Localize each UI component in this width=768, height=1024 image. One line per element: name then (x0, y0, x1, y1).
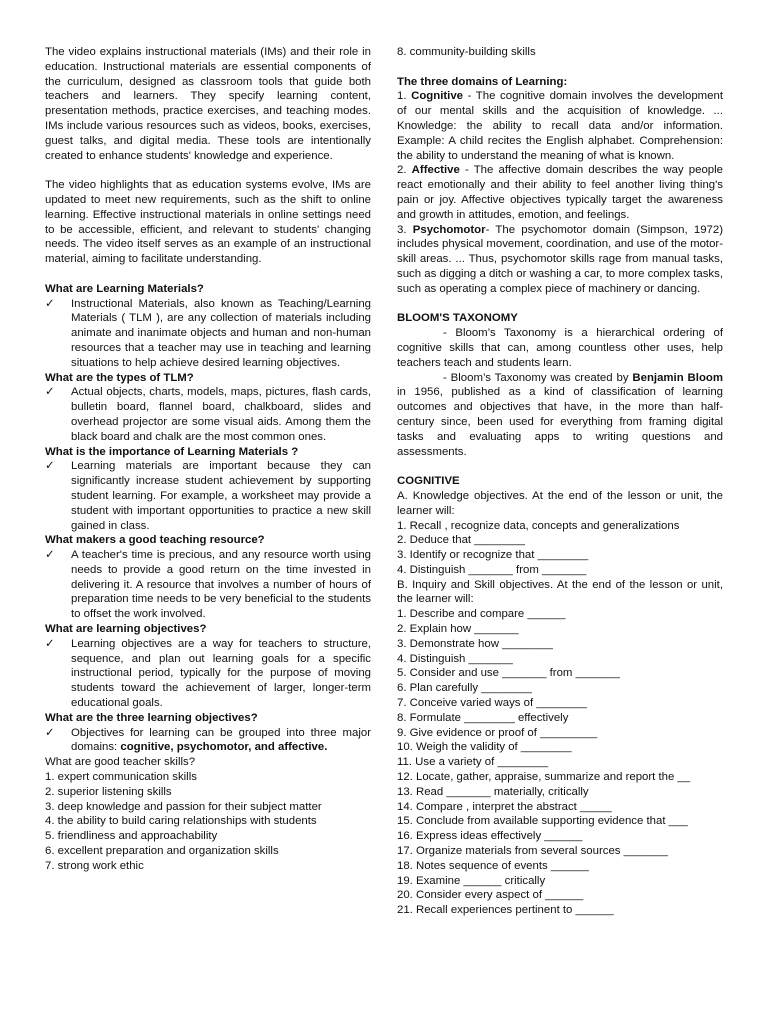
list-item: 7. strong work ethic (45, 859, 144, 872)
list-item: 2. Deduce that ________ (397, 534, 525, 547)
answer-text: Actual objects, charts, models, maps, pictures, flash cards, bulletin board, flannel board, chalkboard, slides and overhead projector are some visual aids. Among them the black board and chalk are the most common ones. (71, 386, 371, 443)
answer-text: Instructional Materials, also known as Teaching/Learning Materials ( TLM ), are any collection of materials including animate and inanimate objects and human and non-human resources that a teacher may use in teaching and learning situations to help achieve desired learning objectives. (71, 297, 371, 369)
answer-text: A teacher's time is precious, and any resource worth using needs to provide a good return on the time invested in delivering it. A resource that involves a number of hours of preparation time needs to be very beneficial to the students to offset the work involved. (71, 549, 371, 621)
domain-name: Psychomotor (412, 223, 486, 236)
list-item: 12. Locate, gather, appraise, summarize and report the __ (397, 771, 691, 784)
list-item: 21. Recall experiences pertinent to ______ (397, 904, 614, 917)
domain-paragraph (397, 223, 723, 297)
check-icon: ✓ (45, 297, 55, 310)
domain-paragraph (397, 163, 723, 222)
domain-number: 1. (397, 90, 412, 103)
check-icon: ✓ (45, 726, 55, 739)
domain-text: - The cognitive domain involves the development of our mental skills and the acquisition of knowledge. ... Knowledge: the ability to recall data and/or information. Example: A child recites the English alphabet. Comprehension: the ability to understand the meaning of what is known. (397, 90, 723, 162)
right-column (397, 45, 723, 918)
answer-text: Objectives for learning can be grouped into three major domains: (71, 726, 371, 754)
check-icon: ✓ (45, 386, 55, 399)
list-item: 5. Consider and use _______ from _______ (397, 667, 620, 680)
bloom-title: BLOOM'S TAXONOMY (397, 312, 518, 325)
question-heading: What are learning objectives? (45, 623, 207, 636)
checked-answer (45, 385, 371, 444)
list-item: 17. Organize materials from several sources _______ (397, 845, 668, 858)
list-item: 8. Formulate ________ effectively (397, 711, 569, 724)
list-item: 1. Describe and compare ______ (397, 608, 566, 621)
list-item: 4. the ability to build caring relationships with students (45, 815, 317, 828)
list-item: 7. Conceive varied ways of ________ (397, 697, 587, 710)
skill-intro: B. Inquiry and Skill objectives. At the end of the lesson or unit, the learner will: (397, 578, 723, 606)
bloom-text: - Bloom’s Taxonomy was created by (443, 371, 633, 384)
list-item: 13. Read _______ materially, critically (397, 785, 589, 798)
domain-number: 2. (397, 164, 412, 177)
list-item: 10. Weigh the validity of ________ (397, 741, 572, 754)
list-item: 15. Conclude from available supporting evidence that ___ (397, 815, 688, 828)
list-item: 14. Compare , interpret the abstract _____ (397, 800, 612, 813)
bloom-author: Benjamin Bloom (632, 371, 723, 384)
bloom-paragraph-2 (397, 371, 723, 460)
left-column (45, 45, 371, 874)
answer-text: Learning materials are important because they can significantly increase student achievement by supporting student learning. For example, a worksheet may provide a student with important opportunities to practice a new skill gained in class. (71, 460, 371, 532)
list-item: 18. Notes sequence of events ______ (397, 859, 589, 872)
domain-text: - The psychomotor domain (Simpson, 1972) includes physical movement, coordination, and use of the motor-skill areas. ... Thus, psychomotor skills rage from manual tasks, such as digging a ditch or washing a car, to more complex tasks, such as operating a complex piece of machinery or dancing. (397, 223, 724, 295)
domain-name: Cognitive (411, 90, 464, 103)
list-item: 8. community-building skills (397, 46, 536, 58)
question-heading: What are the three learning objectives? (45, 711, 258, 724)
domain-paragraph (397, 89, 723, 163)
check-icon: ✓ (45, 460, 55, 473)
list-item: 6. Plan carefully ________ (397, 682, 532, 695)
check-icon: ✓ (45, 549, 55, 562)
list-item: 2. superior listening skills (45, 785, 172, 798)
bloom-text: in 1956, published as a kind of classification of learning outcomes and objectives that have, in the more than half-century since, been used for everything from framing digital tasks and evaluating apps to writing questions and assessments. (397, 386, 723, 458)
domain-text: - The affective domain describes the way people react emotionally and their ability to feel another living thing's pain or joy. Affective objectives typically target the awareness and growth in attitudes, emotion, and feelings. (397, 164, 723, 221)
bloom-paragraph-1: - Bloom’s Taxonomy is a hierarchical ordering of cognitive skills that can, among countless other uses, help teachers teach and students learn. (397, 327, 723, 369)
checked-answer (45, 297, 371, 371)
list-item: 3. deep knowledge and passion for their subject matter (45, 800, 322, 813)
list-item: 20. Consider every aspect of ______ (397, 889, 584, 902)
answer-text: Learning objectives are a way for teachers to structure, sequence, and plan out learning goals for a specific instructional period, typically for the purpose of moving students toward the achievement of larger, longer-term educational goals. (71, 637, 371, 710)
question-heading: What are Learning Materials? (45, 282, 204, 295)
list-item: 6. excellent preparation and organization skills (45, 845, 279, 858)
intro-paragraph-1: The video explains instructional materials (IMs) and their role in education. Instructional materials are essential components of the curriculum, designed as classroom tools that guide both teachers and learners. They specify learning content, presentation methods, practice exercises, and teaching modes. IMs include various resources such as videos, books, exercises, guest talks, and digital media. These tools are intentionally created to enhance students' knowledge and experience. (45, 46, 371, 162)
domain-name: Affective (411, 164, 460, 177)
intro-paragraph-2: The video highlights that as education systems evolve, IMs are updated to meet new requirements, such as the shift to online learning. Effective instructional materials in online settings need to be accessible, efficient, and relevant to students' changing needs. The video itself serves as an example of an instructional material, aiming to facilitate understanding. (45, 179, 371, 266)
list-item: 3. Identify or recognize that ________ (397, 549, 589, 562)
checked-answer (45, 459, 371, 533)
checked-answer (45, 548, 371, 622)
question-heading: What makers a good teaching resource? (45, 534, 265, 547)
list-item: 1. expert communication skills (45, 771, 197, 784)
domains-title: The three domains of Learning: (397, 75, 568, 88)
question-heading: What are the types of TLM? (45, 371, 194, 384)
list-item: 4. Distinguish _______ from _______ (397, 563, 587, 576)
domain-number: 3. (397, 223, 413, 236)
checked-answer (45, 726, 371, 756)
list-item: 1. Recall , recognize data, concepts and generalizations (397, 519, 680, 532)
list-item: 11. Use a variety of ________ (397, 756, 549, 769)
answer-domains-bold: cognitive, psychomotor, and affective. (120, 741, 328, 754)
list-item: 19. Examine ______ critically (397, 874, 546, 887)
skills-title: What are good teacher skills? (45, 756, 196, 769)
list-item: 2. Explain how _______ (397, 623, 519, 636)
checked-answer (45, 637, 371, 711)
list-item: 16. Express ideas effectively ______ (397, 830, 583, 843)
list-item: 4. Distinguish _______ (397, 652, 513, 665)
cognitive-title: COGNITIVE (397, 475, 460, 488)
list-item: 9. Give evidence or proof of _________ (397, 726, 598, 739)
list-item: 5. friendliness and approachability (45, 830, 218, 843)
check-icon: ✓ (45, 637, 55, 650)
list-item: 3. Demonstrate how ________ (397, 637, 553, 650)
question-heading: What is the importance of Learning Materials ? (45, 445, 299, 458)
knowledge-intro: A. Knowledge objectives. At the end of the lesson or unit, the learner will: (397, 489, 723, 517)
